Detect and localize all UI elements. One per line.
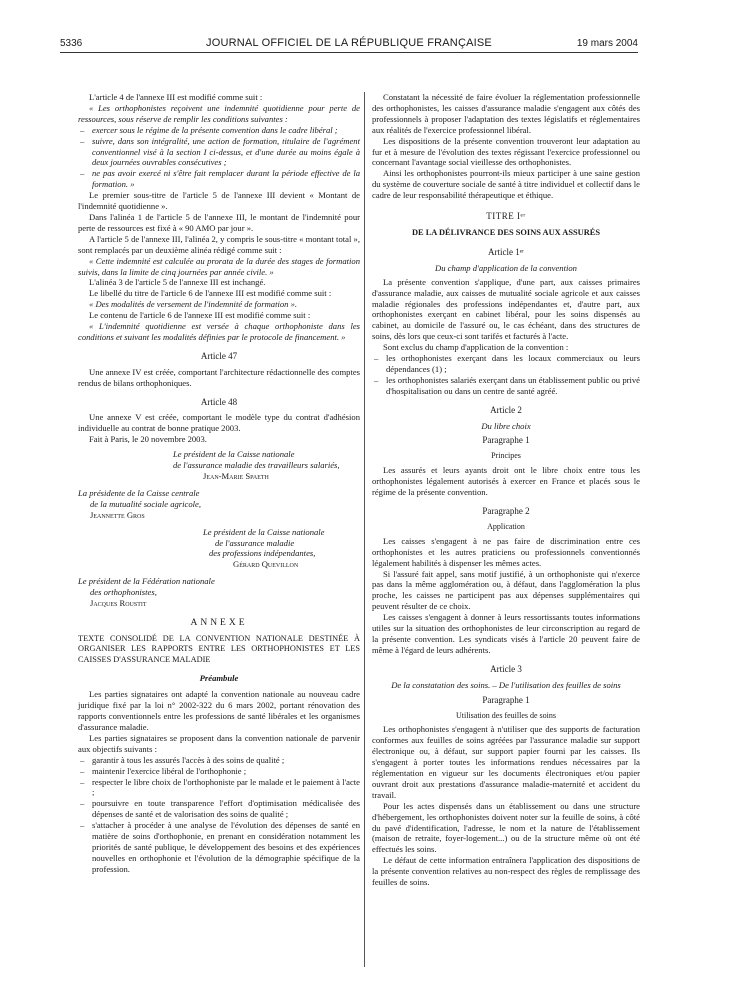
paragraph: Une annexe IV est créée, comportant l'architecture rédactionnelle des comptes rendus de bilans orthophoniques.	[78, 366, 360, 388]
quoted-paragraph: « Cette indemnité est calculée au prorata de la durée des stages de formation suivis, dans la limite de cinq journées par année civile. »	[78, 255, 360, 277]
article-48-heading: Article 48	[200, 396, 238, 407]
paragraph: Le contenu de l'article 6 de l'annexe III est modifié comme suit :	[89, 310, 311, 321]
list-item: – poursuivre en toute transparence l'effort d'optimisation médicalisée des dépenses de santé et de valorisation des soins de qualité ;	[78, 798, 360, 820]
paragraphe-2-subheading: Application	[487, 521, 525, 531]
left-column	[78, 92, 360, 875]
signatory-role: des orthophonistes,	[90, 587, 157, 598]
paragraph: Les caisses s'engagent à ne pas faire de discrimination entre ces orthophonistes et les autres praticiens ou professionnels conventionnés légalement habilités à dispenser les mêmes actes.	[372, 535, 640, 568]
titre-subheading: DE LA DÉLIVRANCE DES SOINS AUX ASSURÉS	[411, 227, 601, 237]
signatory-role: Le président de la Caisse nationale	[203, 526, 325, 537]
paragraph: Les orthophonistes s'engagent à n'utiliser que des supports de facturation conformes aux feuilles de soins agréées par l'assurance maladie sur support électronique ou, à défaut, sur support papier fourni par les caisses. Ils s'engagent à porter toutes les informations rendues nécessaires par la réglementation en vigueur sur les documents électroniques et/ou papier ouvrant droit aux prestations d'assurance maladie-maternité et accident du travail.	[372, 724, 640, 800]
column-divider	[364, 92, 365, 967]
quoted-paragraph: « Les orthophonistes reçoivent une indemnité quotidienne pour perte de ressources, sous réserve de remplir les conditions suivantes :	[78, 102, 360, 124]
preamble-heading: Préambule	[199, 673, 239, 684]
signatory-name: Jacques Roustit	[90, 598, 147, 609]
paragraphe-2-heading: Paragraphe 2	[482, 506, 530, 516]
list-item: – les orthophonistes salariés exerçant dans un établissement public ou privé d'hospitalisation ou dans un centre de santé agréé.	[372, 375, 640, 397]
paragraph: A l'article 5 de l'annexe III, l'alinéa 2, y compris le sous-titre « montant total », sont remplacés par un deuxième alinéa rédigé comme suit :	[78, 233, 360, 255]
annexe-heading: ANNEXE	[190, 617, 248, 628]
article-1-heading: Article 1ᵉʳ	[488, 246, 524, 257]
paragraph: Ainsi les orthophonistes pourront-ils mieux participer à une saine gestion du système de couverture sociale de santé à titre individuel et collectif dans le cadre de leur responsabilité thérapeutique et éthique.	[372, 168, 640, 201]
paragraph: Les parties signataires ont adapté la convention nationale au nouveau cadre juridique fixé par la loi n° 2002-322 du 6 mars 2002, portant rénovation des rapports conventionnels entre les professions de santé libérales et les organismes d'assurance maladie.	[78, 689, 360, 732]
article-3-heading: Article 3	[490, 663, 522, 674]
journal-title: JOURNAL OFFICIEL DE LA RÉPUBLIQUE FRANÇAISE	[206, 37, 492, 49]
paragraph: Le défaut de cette information entraînera l'application des dispositions de la présente convention relatives au non-respect des règles de remplissage des feuilles de soins.	[372, 855, 640, 888]
paragraph: La présente convention s'applique, d'une part, aux caisses primaires d'assurance maladie, aux caisses de mutualité sociale agricole et aux caisses maladie régionales des professions indépendantes et, d'autre part, aux orthophonistes exerçant en cabinet libéral, pour les soins dispensés au cabinet, au domicile de l'assuré ou, le cas échéant, dans des structures de soins, dès lors que ceux-ci sont tarifés et facturés à l'acte.	[372, 276, 640, 342]
publication-date: 19 mars 2004	[576, 38, 638, 49]
article-3-subheading: De la constatation des soins. – De l'utilisation des feuilles de soins	[391, 679, 621, 690]
article-1-subheading: Du champ d'application de la convention	[435, 262, 577, 273]
signatory-name: Jeannette Gros	[90, 509, 145, 520]
paragraph: Constatant la nécessité de faire évoluer la réglementation professionnelle des orthophonistes, les caisses d'assurance maladie s'engagent aux côtés des professionnels à proposer l'adaptation des textes législatifs et réglementaires aux réalités de l'exercice professionnel libéral.	[372, 92, 640, 135]
signatory-role: des professions indépendantes,	[209, 548, 316, 559]
list-item: – garantir à tous les assurés l'accès à des soins de qualité ;	[78, 755, 360, 766]
signatory-name: Gérard Quevillon	[233, 559, 299, 570]
list-item: – les orthophonistes exerçant dans les locaux commerciaux ou leurs dépendances (1) ;	[372, 353, 640, 375]
paragraphe-1-heading: Paragraphe 1	[482, 435, 530, 446]
paragraph: Pour les actes dispensés dans un établissement ou dans une structure d'hébergement, les orthophonistes doivent noter sur la feuille de soins, à côté du pavé d'identification, l'adresse, le nom et la nature de l'établissement (maison de retraite, foyer-logement...) ou de la structure même où ont été effectués les soins.	[372, 800, 640, 855]
signatory-role: La présidente de la Caisse centrale	[78, 487, 200, 498]
right-column	[372, 92, 640, 888]
article-2-heading: Article 2	[490, 404, 522, 415]
signing-place-date: Fait à Paris, le 20 novembre 2003.	[89, 434, 207, 445]
signatory-role: Le président de la Fédération nationale	[78, 576, 215, 587]
paragraph: Les assurés et leurs ayants droit ont le libre choix entre tous les orthophonistes légalement autorisés à exercer en France et placés sous le régime de la présente convention.	[372, 465, 640, 498]
signature-block	[78, 449, 360, 482]
paragraph: Une annexe V est créée, comportant le modèle type du contrat d'adhésion individuelle au contrat de bonne pratique 2003.	[78, 412, 360, 434]
signatory-role: de la mutualité sociale agricole,	[90, 498, 201, 509]
page-header	[60, 36, 638, 53]
paragraphe-1-subheading: Utilisation des feuilles de soins	[456, 710, 556, 720]
quoted-paragraph: « Des modalités de versement de l'indemnité de formation ».	[89, 299, 298, 310]
paragraphe-1-subheading: Principes	[491, 451, 521, 461]
paragraph: Les parties signataires se proposent dans la convention nationale de parvenir aux objectifs suivants :	[78, 732, 360, 754]
signature-block	[78, 576, 360, 609]
list-item: – exercer sous le régime de la présente convention dans le cadre libéral ;	[78, 125, 360, 136]
paragraph: Sont exclus du champ d'application de la convention :	[383, 342, 569, 353]
paragraph: Les caisses s'engagent à donner à leurs ressortissants toutes informations utiles sur la situation des orthophonistes de leur circonscription au regard de la présente convention. Les syndicats visés à l'article 20 peuvent faire de même à l'égard de leurs adhérents.	[372, 612, 640, 655]
list-item: – maintenir l'exercice libéral de l'orthophonie ;	[78, 766, 360, 777]
list-item: – ne pas avoir exercé ni s'être fait remplacer durant la période effective de la formation. »	[78, 168, 360, 190]
paragraphe-1-heading: Paragraphe 1	[482, 694, 530, 705]
paragraph: Si l'assuré fait appel, sans motif justifié, à un orthophoniste qui n'exerce pas dans la même agglomération ou, à défaut, dans l'agglomération la plus proche, les caisses ne participent pas aux dépenses supplémentaires qui peuvent résulter de ce choix.	[372, 568, 640, 612]
conditions-list	[78, 125, 360, 190]
list-item: – respecter le libre choix de l'orthophoniste par le malade et le paiement à l'acte ;	[78, 777, 360, 799]
exclusions-list	[372, 353, 640, 397]
page-number: 5336	[60, 38, 83, 49]
paragraph: L'alinéa 3 de l'article 5 de l'annexe III est inchangé.	[89, 277, 266, 288]
article-47-heading: Article 47	[200, 350, 238, 361]
signatory-role: de l'assurance maladie des travailleurs salariés,	[173, 460, 340, 471]
paragraph: L'article 4 de l'annexe III est modifié comme suit :	[89, 92, 263, 102]
list-item: – s'attacher à procéder à une analyse de l'évolution des dépenses de santé en matière de soins d'orthophonie, en prenant en considération notamment les priorités de santé publique, le développement des besoins et des expériences nouvelles en orthophonie et l'évolution de la démographie spécifique de la profession.	[78, 820, 360, 875]
paragraph: Le libellé du titre de l'article 6 de l'annexe III est modifié comme suit :	[89, 288, 332, 299]
paragraph: Le premier sous-titre de l'article 5 de l'annexe III devient « Montant de l'indemnité quotidienne ».	[78, 190, 360, 212]
objectives-list	[78, 755, 360, 875]
signatory-role: de l'assurance maladie	[215, 537, 295, 548]
article-2-subheading: Du libre choix	[481, 420, 531, 431]
signature-block	[78, 527, 360, 571]
list-item: – suivre, dans son intégralité, une action de formation, titulaire de l'agrément conventionnel visé à la section I ci-dessus, et d'une durée au moins égale à deux journées ouvrables consécutives ;	[78, 136, 360, 169]
titre-heading: TITRE Iᵉʳ	[486, 211, 526, 222]
paragraph: Les dispositions de la présente convention trouveront leur adaptation au fur et à mesure de l'évolution des textes régissant l'exercice professionnel ou concernant l'avantage social vieillesse des orthophonistes.	[372, 135, 640, 168]
signature-block	[78, 488, 360, 521]
signatory-name: Jean-Marie Spaeth	[203, 471, 269, 481]
annexe-title: TEXTE CONSOLIDÉ DE LA CONVENTION NATIONALE DESTINÉE À ORGANISER LES RAPPORTS ENTRE LES ORTHOPHONISTES ET LES CAISSES D'ASSURANCE MALADIE	[78, 633, 360, 664]
quoted-paragraph: « L'indemnité quotidienne est versée à chaque orthophoniste dans les conditions et suivant les modalités définies par le protocole de financement. »	[78, 321, 360, 342]
signatory-role: Le président de la Caisse nationale	[173, 449, 295, 460]
paragraph: Dans l'alinéa 1 de l'article 5 de l'annexe III, le montant de l'indemnité pour perte de ressources est fixé à « 90 AMO par jour ».	[78, 211, 360, 233]
